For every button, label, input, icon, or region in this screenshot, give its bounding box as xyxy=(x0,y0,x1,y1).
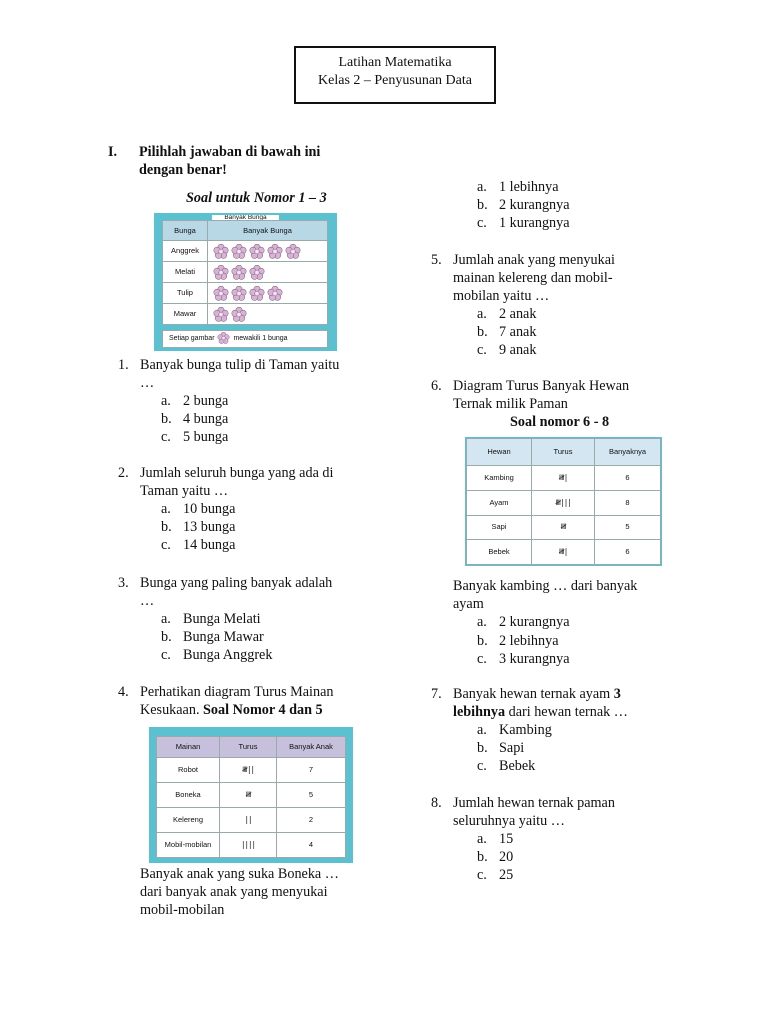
question-line: Banyak kambing … dari banyak xyxy=(453,578,638,594)
pictograph-caption: Banyak Bunga xyxy=(212,215,279,220)
question-line: … xyxy=(140,593,155,610)
option-text: 3 kurangnya xyxy=(499,650,570,667)
question-line: Ternak milik Paman xyxy=(453,396,568,413)
flower-icon xyxy=(231,286,247,301)
question-emphasis: 3 xyxy=(613,686,621,702)
header-cell: Banyak Anak xyxy=(277,737,346,758)
question-text xyxy=(453,794,689,830)
instruction-line-1: Pilihlah jawaban di bawah ini xyxy=(139,144,321,160)
option-text: Bunga Anggrek xyxy=(183,647,273,664)
toys-tally-chart xyxy=(149,727,353,863)
option-b[interactable] xyxy=(477,632,717,650)
question-line: Bunga yang paling banyak adalah xyxy=(140,575,333,591)
count-cell: 7 xyxy=(277,758,346,783)
flower-icon xyxy=(213,265,229,280)
question-line: dari hewan ternak … xyxy=(508,704,628,721)
option-text: 1 kurangnya xyxy=(499,215,570,232)
option-letter: b. xyxy=(161,519,172,536)
legend-text-pre: Setiap gambar xyxy=(169,335,215,342)
flower-icon xyxy=(217,332,230,344)
flower-cell xyxy=(208,304,328,325)
option-letter: b. xyxy=(161,411,172,428)
option-text: Kambing xyxy=(499,722,552,738)
flower-icon xyxy=(213,286,229,301)
count-cell: 4 xyxy=(277,833,346,858)
option-text: 2 anak xyxy=(499,306,537,322)
flower-table xyxy=(162,220,328,325)
option-c[interactable] xyxy=(477,650,717,668)
count-cell: 5 xyxy=(595,515,661,540)
question-line: Jumlah seluruh bunga yang ada di xyxy=(140,465,334,481)
question-number: 3. xyxy=(118,575,129,591)
question-line: dari banyak anak yang menyukai xyxy=(140,884,328,901)
option-letter: b. xyxy=(477,632,488,649)
question-line: mobil-mobilan xyxy=(140,902,225,919)
option-text: 10 bunga xyxy=(183,501,236,517)
header-cell: Mainan xyxy=(157,737,220,758)
option-letter: c. xyxy=(161,429,171,446)
option-text: 14 bunga xyxy=(183,537,236,554)
option-text: Bunga Mawar xyxy=(183,629,264,646)
question-line: Banyak bunga tulip di Taman yaitu xyxy=(140,357,340,373)
count-cell: 6 xyxy=(595,540,661,565)
question-line: Jumlah hewan ternak paman xyxy=(453,795,615,811)
question-line: Kesukaan. xyxy=(140,702,200,719)
option-text: Bebek xyxy=(499,758,536,775)
question-text xyxy=(453,251,683,306)
option-text: 2 kurangnya xyxy=(499,614,570,631)
tally-cell: 𝍸| xyxy=(532,466,595,491)
title-line-2: Kelas 2 – Penyusunan Data xyxy=(318,73,472,88)
option-letter: b. xyxy=(477,849,488,866)
option-text: 1 lebihnya xyxy=(499,179,559,195)
toys-table xyxy=(156,736,346,858)
question-line: Perhatikan diagram Turus Mainan xyxy=(140,684,334,700)
header-cell: Bunga xyxy=(163,221,208,241)
option-letter: a. xyxy=(477,306,487,322)
header-cell: Turus xyxy=(532,439,595,466)
section-number: I. xyxy=(108,144,118,160)
flower-icon xyxy=(213,307,229,322)
option-letter: c. xyxy=(477,650,487,667)
flower-pictograph xyxy=(154,213,337,351)
option-letter: b. xyxy=(477,324,488,341)
row-label: Anggrek xyxy=(163,241,208,262)
option-letter: c. xyxy=(161,537,171,554)
tally-cell: || xyxy=(220,808,277,833)
question-text xyxy=(140,683,380,719)
row-label: Kelereng xyxy=(157,808,220,833)
flower-icon xyxy=(249,265,265,280)
option-text: 2 kurangnya xyxy=(499,197,570,214)
question-2 xyxy=(118,464,358,559)
row-label: Boneka xyxy=(157,783,220,808)
option-letter: c. xyxy=(477,215,487,232)
option-text: 9 anak xyxy=(499,342,537,359)
option-letter: a. xyxy=(477,831,487,847)
option-text: Bunga Melati xyxy=(183,611,261,627)
options xyxy=(477,613,717,668)
option-text: 7 anak xyxy=(499,324,537,341)
count-cell: 8 xyxy=(595,490,661,515)
question-line: ayam xyxy=(453,596,484,613)
question-line: Jumlah anak yang menyukai xyxy=(453,252,615,268)
option-letter: b. xyxy=(161,629,172,646)
option-letter: b. xyxy=(477,197,488,214)
option-text: Sapi xyxy=(499,740,525,757)
animals-tally-chart xyxy=(465,437,662,566)
question-reference: Soal Nomor 4 dan 5 xyxy=(203,702,323,719)
legend-text-post: mewakili 1 bunga xyxy=(233,335,288,342)
title-box xyxy=(294,46,496,104)
row-label: Sapi xyxy=(467,515,532,540)
tally-cell: 𝍸| xyxy=(532,540,595,565)
option-letter: a. xyxy=(161,501,171,517)
option-text: 5 bunga xyxy=(183,429,229,446)
header-cell: Hewan xyxy=(467,439,532,466)
flower-icon xyxy=(249,286,265,301)
header-cell: Turus xyxy=(220,737,277,758)
row-label: Melati xyxy=(163,262,208,283)
option-text: 15 xyxy=(499,831,514,847)
flower-icon xyxy=(267,244,283,259)
subheading-6-8: Soal nomor 6 - 8 xyxy=(510,414,610,430)
question-text xyxy=(140,574,362,610)
row-label: Mobil-mobilan xyxy=(157,833,220,858)
title-line-1: Latihan Matematika xyxy=(338,55,452,70)
question-4-stem xyxy=(140,865,339,920)
option-text: 4 bunga xyxy=(183,411,229,428)
row-label: Ayam xyxy=(467,490,532,515)
question-4 xyxy=(118,683,368,723)
question-8 xyxy=(431,794,691,889)
flower-icon xyxy=(231,307,247,322)
question-line: … xyxy=(140,375,155,392)
option-text: 25 xyxy=(499,867,514,884)
question-line: Diagram Turus Banyak Hewan xyxy=(453,378,630,394)
question-number: 7. xyxy=(431,686,442,702)
question-line: Banyak hewan ternak ayam xyxy=(453,686,611,702)
tally-cell: |||| xyxy=(220,833,277,858)
instruction-line-2: dengan benar! xyxy=(139,162,227,179)
animals-table xyxy=(466,438,661,565)
row-label: Tulip xyxy=(163,283,208,304)
question-text xyxy=(140,464,362,500)
subheading-1-3: Soal untuk Nomor 1 – 3 xyxy=(186,190,327,206)
option-letter: a. xyxy=(477,722,487,738)
header-cell: Banyak Bunga xyxy=(208,221,328,241)
option-letter: b. xyxy=(477,740,488,757)
question-number: 1. xyxy=(118,357,129,373)
question-number: 2. xyxy=(118,465,129,481)
question-number: 8. xyxy=(431,795,442,811)
question-1 xyxy=(118,356,358,451)
option-letter: a. xyxy=(477,614,487,631)
count-cell: 2 xyxy=(277,808,346,833)
row-label: Bebek xyxy=(467,540,532,565)
row-label: Mawar xyxy=(163,304,208,325)
option-text: 2 lebihnya xyxy=(499,632,559,649)
question-3 xyxy=(118,574,358,669)
question-number: 6. xyxy=(431,378,442,394)
option-text: 2 bunga xyxy=(183,393,229,409)
option-letter: a. xyxy=(477,179,487,195)
question-text xyxy=(140,356,362,392)
tally-cell: 𝍸|| xyxy=(220,758,277,783)
option-letter: c. xyxy=(477,758,487,775)
tally-cell: 𝍸||| xyxy=(532,490,595,515)
flower-cell xyxy=(208,262,328,283)
option-letter: a. xyxy=(161,611,171,627)
question-line: Banyak anak yang suka Boneka … xyxy=(140,866,339,882)
option-letter: a. xyxy=(161,393,171,409)
option-letter: c. xyxy=(161,647,171,664)
flower-icon xyxy=(231,265,247,280)
option-letter: c. xyxy=(477,867,487,884)
option-a[interactable] xyxy=(477,613,717,631)
option-letter: c. xyxy=(477,342,487,359)
question-text xyxy=(453,685,689,721)
question-line: mobilan yaitu … xyxy=(453,288,550,305)
option-text: 13 bunga xyxy=(183,519,236,536)
option-text: 20 xyxy=(499,849,514,866)
flower-cell xyxy=(208,283,328,304)
count-cell: 6 xyxy=(595,466,661,491)
flower-icon xyxy=(249,244,265,259)
question-line: mainan kelereng dan mobil- xyxy=(453,270,613,287)
flower-icon xyxy=(267,286,283,301)
pictograph-legend xyxy=(162,330,328,348)
question-number: 4. xyxy=(118,684,129,700)
question-7 xyxy=(431,685,691,780)
question-line: Taman yaitu … xyxy=(140,483,229,500)
question-number: 5. xyxy=(431,252,442,268)
flower-cell xyxy=(208,241,328,262)
question-5 xyxy=(431,251,691,361)
flower-icon xyxy=(285,244,301,259)
tally-cell: 𝍸 xyxy=(532,515,595,540)
flower-icon xyxy=(231,244,247,259)
count-cell: 5 xyxy=(277,783,346,808)
row-label: Kambing xyxy=(467,466,532,491)
section-instruction xyxy=(139,143,369,179)
question-emphasis: lebihnya xyxy=(453,704,506,721)
question-text xyxy=(453,377,683,413)
tally-cell: 𝍸 xyxy=(220,783,277,808)
row-label: Robot xyxy=(157,758,220,783)
header-cell: Banyaknya xyxy=(595,439,661,466)
question-6-stem xyxy=(453,577,693,668)
flower-icon xyxy=(213,244,229,259)
question-line: seluruhnya yaitu … xyxy=(453,813,565,830)
